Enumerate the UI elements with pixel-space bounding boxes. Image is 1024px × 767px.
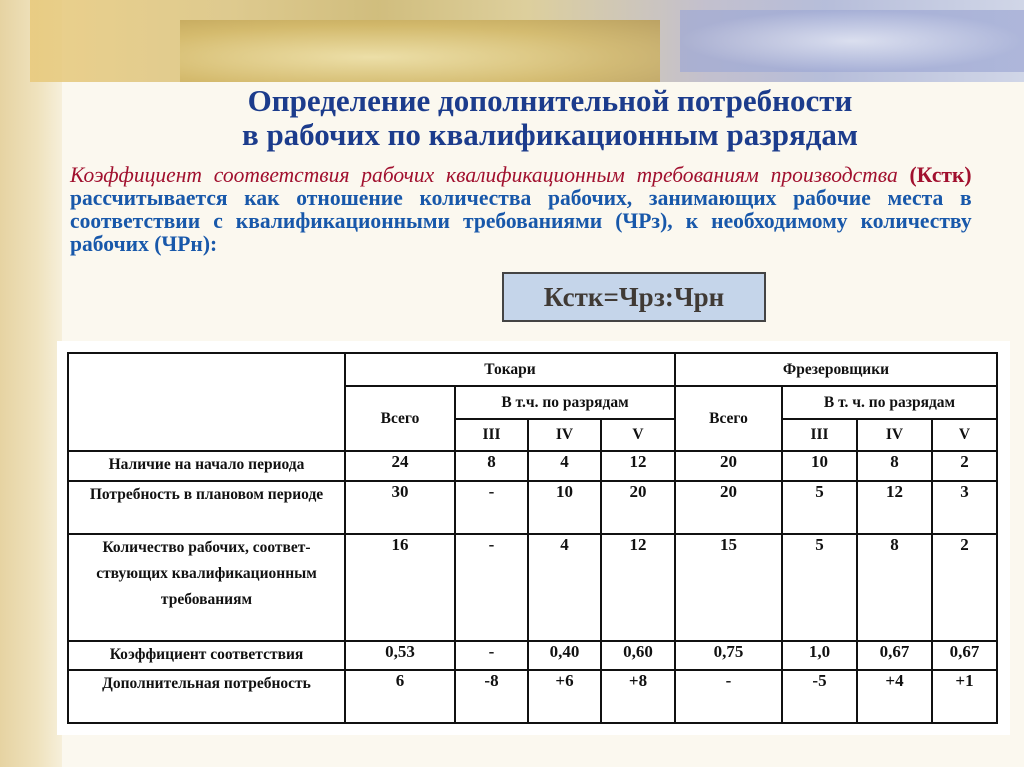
- slide-title: [120, 84, 980, 152]
- table-cell: 4: [528, 451, 601, 481]
- row-label: Дополнительная потребность: [68, 670, 345, 723]
- table-row: [68, 534, 997, 641]
- table-cell: -: [455, 534, 528, 641]
- decorative-header-image-blue: [680, 10, 1024, 72]
- table-cell: 24: [345, 451, 455, 481]
- header-by-grade: В т.ч. по разрядам: [455, 386, 675, 419]
- table-cell: 2: [932, 534, 997, 641]
- row-label: Наличие на начало периода: [68, 451, 345, 481]
- group-header-turners: Токари: [345, 353, 675, 386]
- row-label: Потребность в плановом периоде: [68, 481, 345, 534]
- table-row: [68, 641, 997, 670]
- table-cell: -8: [455, 670, 528, 723]
- table-cell: 8: [857, 534, 932, 641]
- table-cell: -: [455, 481, 528, 534]
- table-cell: 15: [675, 534, 782, 641]
- table-cell: 20: [601, 481, 675, 534]
- corner-cell: [68, 353, 345, 451]
- header-by-grade: В т. ч. по разрядам: [782, 386, 997, 419]
- row-label: Коэффициент соответствия: [68, 641, 345, 670]
- table-cell: 4: [528, 534, 601, 641]
- table-cell: 0,67: [932, 641, 997, 670]
- table-cell: 20: [675, 451, 782, 481]
- table-cell: 5: [782, 481, 857, 534]
- title-line-2: в рабочих по квалификационным разрядам: [241, 117, 859, 152]
- table-cell: 0,75: [675, 641, 782, 670]
- header-total: Всего: [675, 386, 782, 451]
- background-left-strip: [0, 0, 62, 767]
- header-grade: IV: [857, 419, 932, 451]
- table-cell: +6: [528, 670, 601, 723]
- table-row: [68, 670, 997, 723]
- table-cell: 30: [345, 481, 455, 534]
- header-grade: IV: [528, 419, 601, 451]
- header-grade: III: [782, 419, 857, 451]
- table-cell: 10: [528, 481, 601, 534]
- row-label: Количество рабочих, соответ-ствующих квалификационным требованиям: [68, 534, 345, 641]
- decorative-header-image-flower: [180, 20, 660, 82]
- table-cell: 6: [345, 670, 455, 723]
- table-cell: 12: [601, 451, 675, 481]
- definition-paragraph: [70, 163, 972, 255]
- term-abbr: (Кстк): [909, 162, 972, 187]
- table-cell: 0,53: [345, 641, 455, 670]
- workers-table: [67, 352, 998, 724]
- table-cell: 1,0: [782, 641, 857, 670]
- table-cell: 8: [455, 451, 528, 481]
- header-grade: III: [455, 419, 528, 451]
- table-cell: 3: [932, 481, 997, 534]
- formula-box: Кстк=Чрз:Чрн: [502, 272, 766, 322]
- table-cell: +8: [601, 670, 675, 723]
- table-cell: 20: [675, 481, 782, 534]
- table-cell: 12: [601, 534, 675, 641]
- table-cell: -: [455, 641, 528, 670]
- table-cell: 12: [857, 481, 932, 534]
- table-cell: 0,60: [601, 641, 675, 670]
- definition-text: рассчитывается как отношение количества рабочих, занимающих рабочие места в соответствии с квалификационными требованиями (ЧРз), к необходимому количеству рабочих (ЧРн):: [70, 185, 972, 256]
- table-cell: 2: [932, 451, 997, 481]
- header-grade: V: [932, 419, 997, 451]
- group-header-millers: Фрезеровщики: [675, 353, 997, 386]
- table-cell: 0,40: [528, 641, 601, 670]
- table-cell: 0,67: [857, 641, 932, 670]
- table-cell: 8: [857, 451, 932, 481]
- table-cell: +4: [857, 670, 932, 723]
- header-grade: V: [601, 419, 675, 451]
- table-cell: +1: [932, 670, 997, 723]
- table-row: [68, 481, 997, 534]
- header-total: Всего: [345, 386, 455, 451]
- table-cell: 10: [782, 451, 857, 481]
- term: Коэффициент соответствия рабочих квалификационным требованиям производства: [70, 162, 898, 187]
- table-cell: 16: [345, 534, 455, 641]
- table-row: [68, 451, 997, 481]
- table-cell: 5: [782, 534, 857, 641]
- table-cell: -5: [782, 670, 857, 723]
- table-cell: -: [675, 670, 782, 723]
- title-line-1: Определение дополнительной потребности: [247, 83, 853, 118]
